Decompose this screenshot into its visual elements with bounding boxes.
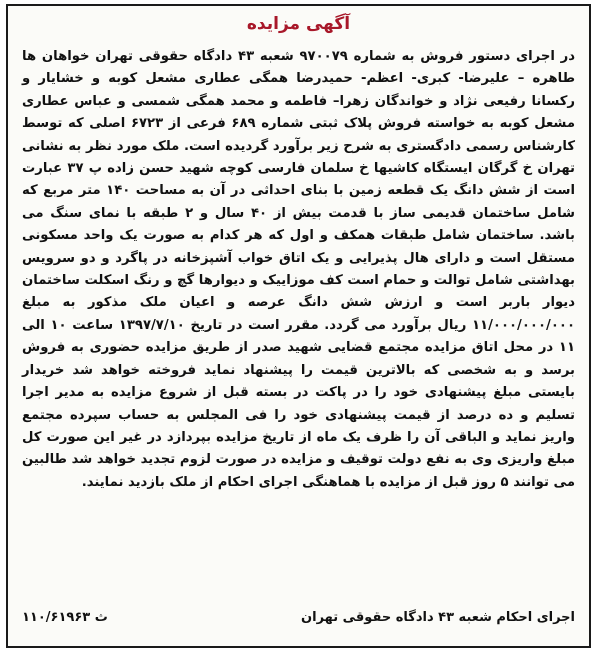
notice-body: در اجرای دستور فروش به شماره ۹۷۰۰۷۹ شعبه ۴۳ دادگاه حقوقی تهران خواهان ها طاهره – علیرضا- کبری- اعظم- حمیدرضا همگی عطاری مشعل کوبه و خشایار و رکسانا رفیعی نژاد و خواندگان زهرا– فاطمه و محمد همگی شمسی و عباس عطاری مشعل کوبه به خواسته فروش پلاک ثبتی شماره ۶۸۹ فرعی از ۶۷۲۳ اصلی که توسط کارشناس رسمی دادگستری به شرح زیر برآورد گردیده است. ملک مورد نظر به نشانی تهران خ گرگان ایستگاه کاشیها خ سلمان فارسی کوچه شهید حسن زاده پ ۳۷ عبارت است از شش دانگ یک قطعه زمین با بنای احداثی در آن به مساحت ۱۴۰ متر مربع که شامل ساختمان قدیمی ساز با قدمت بیش از ۴۰ سال و ۲ طبقه با نمای سنگ می باشد. ساختمان شامل طبقات همکف و اول که هر کدام به صورت یک واحد مسکونی مستقل است و دارای هال پذیرایی و یک اتاق خواب آشپزخانه در پاگرد و دو سرویس بهداشتی شامل توالت و حمام است کف موزاییک و دیوارها گچ و رنگ اسکلت ساختمان دیوار باربر است و ارزش شش دانگ عرصه و اعیان ملک مذکور به مبلغ ۱۱/۰۰۰/۰۰۰/۰۰۰ ریال برآورد می گردد. مقرر است در تاریخ ۱۳۹۷/۷/۱۰ ساعت ۱۰ الی ۱۱ در محل اتاق مزایده مجتمع قضایی شهید صدر از طریق مزایده حضوری به فروش برسد و به شخصی که بالاترین قیمت را پیشنهاد نماید فروخته خواهد شد خریدار بایستی مبلغ پیشنهادی خود را در پاکت در بسته قبل از شروع مزایده به مدیر اجرا تسلیم و ده درصد از قیمت پیشنهادی خود را فی المجلس به حساب سپرده مجتمع واریز نماید و الباقی آن را ظرف یک ماه از تاریخ مزایده بپردازد در غیر این صورت کل مبلغ واریزی وی به نفع دولت توقیف و مزایده در صورت لزوم تجدید خواهد شد طالبین می توانند ۵ روز قبل از مزایده با هماهنگی اجرای احکام از ملک بازدید نمایند. [22,49,576,490]
reference-number: ۱۱۰/۶۱۹۶۳ ث [22,610,108,625]
issuer-line: اجرای احکام شعبه ۴۳ دادگاه حقوقی تهران [301,610,575,625]
notice-title: آگهی مزایده [246,14,351,34]
notice-footer [22,610,575,630]
notice-frame [6,4,591,648]
